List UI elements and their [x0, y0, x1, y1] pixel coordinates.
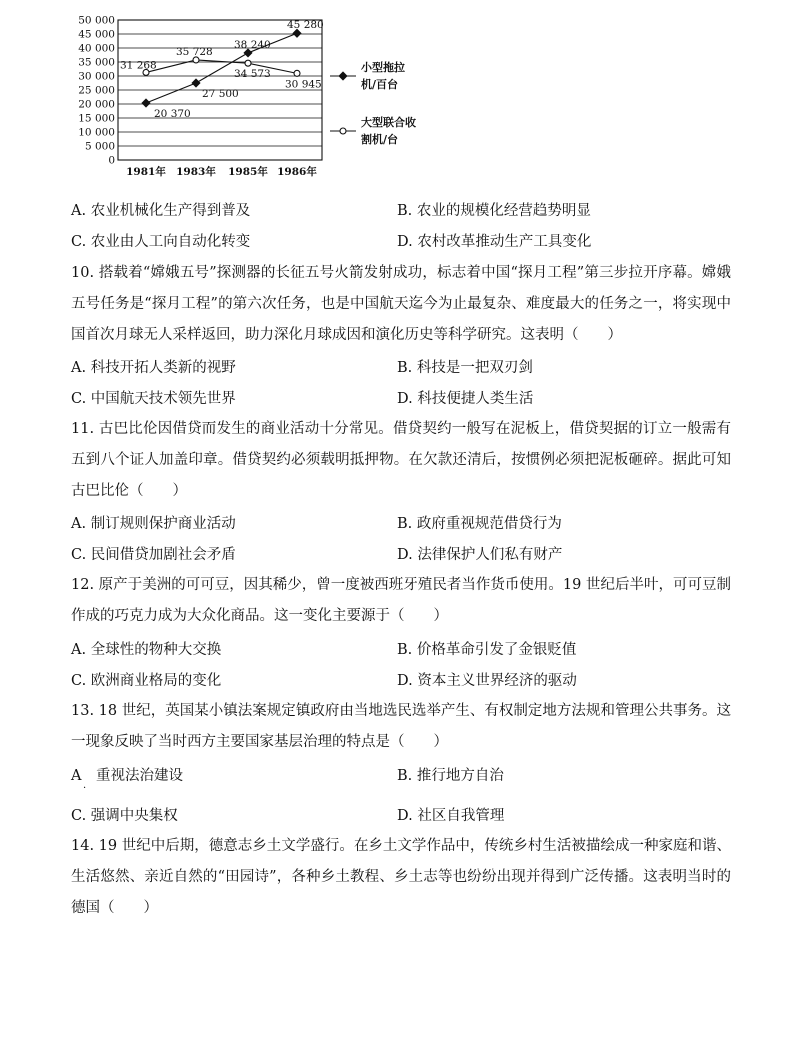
- question-13-stem: 13. 18 世纪，英国某小镇法案规定镇政府由当地选民选举产生、有权制定地方法规和管理公共事务。这一现象反映了当时西方主要国家基层治理的特点是（ ）: [71, 703, 731, 750]
- question-10: [71, 258, 731, 351]
- q10-option-c: C. 中国航天技术领先世界: [71, 391, 236, 407]
- question-11: [71, 414, 731, 507]
- y-axis-ticks: [78, 15, 115, 167]
- q12-option-c: C. 欧洲商业格局的变化: [71, 673, 222, 689]
- question-10-stem: 10. 搭载着“嫦娥五号”探测器的长征五号火箭发射成功，标志着中国“探月工程”第三步拉开序幕。嫦娥五号任务是“探月工程”的第六次任务，也是中国航天迄今为止最复杂、难度最大的任务之一，将实现中国首次月球无人采样返回，助力深化月球成因和演化历史等科学研究。这表明（ ）: [71, 265, 731, 343]
- q10-option-d: D. 科技便捷人类生活: [397, 391, 534, 407]
- q13-option-a: A 重视法治建设: [71, 768, 183, 784]
- data-point: [245, 60, 251, 66]
- q11-option-d: D. 法律保护人们私有财产: [397, 547, 563, 563]
- q9-option-a: A. 农业机械化生产得到普及: [71, 203, 251, 219]
- q12-option-b: B. 价格革命引发了金银贬值: [397, 642, 577, 658]
- y-tick-label: 20 000: [78, 98, 115, 111]
- q10-option-b: B. 科技是一把双刃剑: [397, 360, 533, 376]
- y-tick-label: 40 000: [78, 42, 115, 55]
- data-label: 45 280: [287, 19, 324, 32]
- legend-label: 小型拖拉: [361, 61, 405, 74]
- data-label: 20 370: [154, 107, 191, 120]
- q9-option-d: D. 农村改革推动生产工具变化: [397, 234, 592, 250]
- question-12: [71, 570, 731, 632]
- q10-option-a: A. 科技开拓人类新的视野: [71, 360, 236, 376]
- legend-label: 割机/台: [361, 133, 399, 146]
- y-tick-label: 35 000: [78, 56, 115, 69]
- q13-option-b: B. 推行地方自治: [397, 768, 504, 784]
- data-point: [294, 70, 300, 76]
- y-tick-label: 5 000: [84, 140, 115, 153]
- legend-label: 大型联合收: [361, 116, 416, 129]
- question-14: [71, 831, 731, 924]
- question-14-stem: 14. 19 世纪中后期，德意志乡土文学盛行。在乡土文学作品中，传统乡村生活被描绘成一种家庭和谐、生活悠然、亲近自然的“田园诗”，各种乡土教程、乡土志等也纷纷出现并得到广泛传播。这表明当时的德国（ ）: [71, 838, 731, 916]
- q11-option-a: A. 制订规则保护商业活动: [71, 516, 236, 532]
- y-tick-label: 30 000: [78, 70, 115, 83]
- y-tick-label: 15 000: [78, 112, 115, 125]
- data-label: 35 728: [176, 45, 213, 58]
- x-tick-label: 1981年: [126, 166, 166, 178]
- q12-option-d: D. 资本主义世界经济的驱动: [397, 673, 577, 689]
- data-label: 27 500: [202, 88, 239, 100]
- q11-option-c: C. 民间借贷加剧社会矛盾: [71, 547, 236, 563]
- question-11-stem: 11. 古巴比伦因借贷而发生的商业活动十分常见。借贷契约一般写在泥板上，借贷契据的订立一般需有五到八个证人加盖印章。借贷契约必须载明抵押物。在欠款还清后，按惯例必须把泥板砸碎。据此可知古巴比伦（ ）: [71, 421, 731, 499]
- data-label: 30 945: [285, 78, 322, 91]
- question-13: [71, 696, 731, 758]
- line-chart: [60, 14, 460, 192]
- y-tick-label: 50 000: [78, 14, 115, 27]
- x-tick-label: 1985年: [228, 166, 268, 178]
- q12-option-a: A. 全球性的物种大交换: [71, 642, 222, 658]
- question-12-stem: 12. 原产于美洲的可可豆，因其稀少，曾一度被西班牙殖民者当作货币使用。19 世纪后半叶，可可豆制作成的巧克力成为大众化商品。这一变化主要源于（ ）: [71, 577, 731, 624]
- data-label: 34 573: [234, 68, 271, 81]
- data-label: 38 240: [234, 38, 271, 51]
- q9-option-c: C. 农业由人工向自动化转变: [71, 234, 251, 250]
- q13-option-c: C. 强调中央集权: [71, 808, 178, 824]
- legend-marker: [338, 71, 347, 80]
- data-point: [141, 98, 150, 107]
- x-axis-ticks: [126, 165, 317, 178]
- y-tick-label: 25 000: [78, 84, 115, 97]
- x-tick-label: 1986年: [277, 166, 317, 178]
- x-tick-label: 1983年: [176, 166, 216, 178]
- y-tick-label: 10 000: [78, 126, 115, 139]
- chart-legend: [330, 60, 416, 146]
- y-tick-label: 45 000: [78, 28, 115, 41]
- q9-option-b: B. 农业的规模化经营趋势明显: [397, 203, 591, 219]
- stray-mark: ·: [83, 783, 87, 794]
- legend-label: 机/百台: [361, 78, 399, 91]
- data-label: 31 268: [120, 59, 157, 72]
- q11-option-b: B. 政府重视规范借贷行为: [397, 516, 562, 532]
- data-point: [191, 78, 200, 87]
- y-tick-label: 0: [108, 154, 115, 167]
- q13-option-d: D. 社区自我管理: [397, 808, 505, 824]
- legend-marker: [340, 128, 346, 134]
